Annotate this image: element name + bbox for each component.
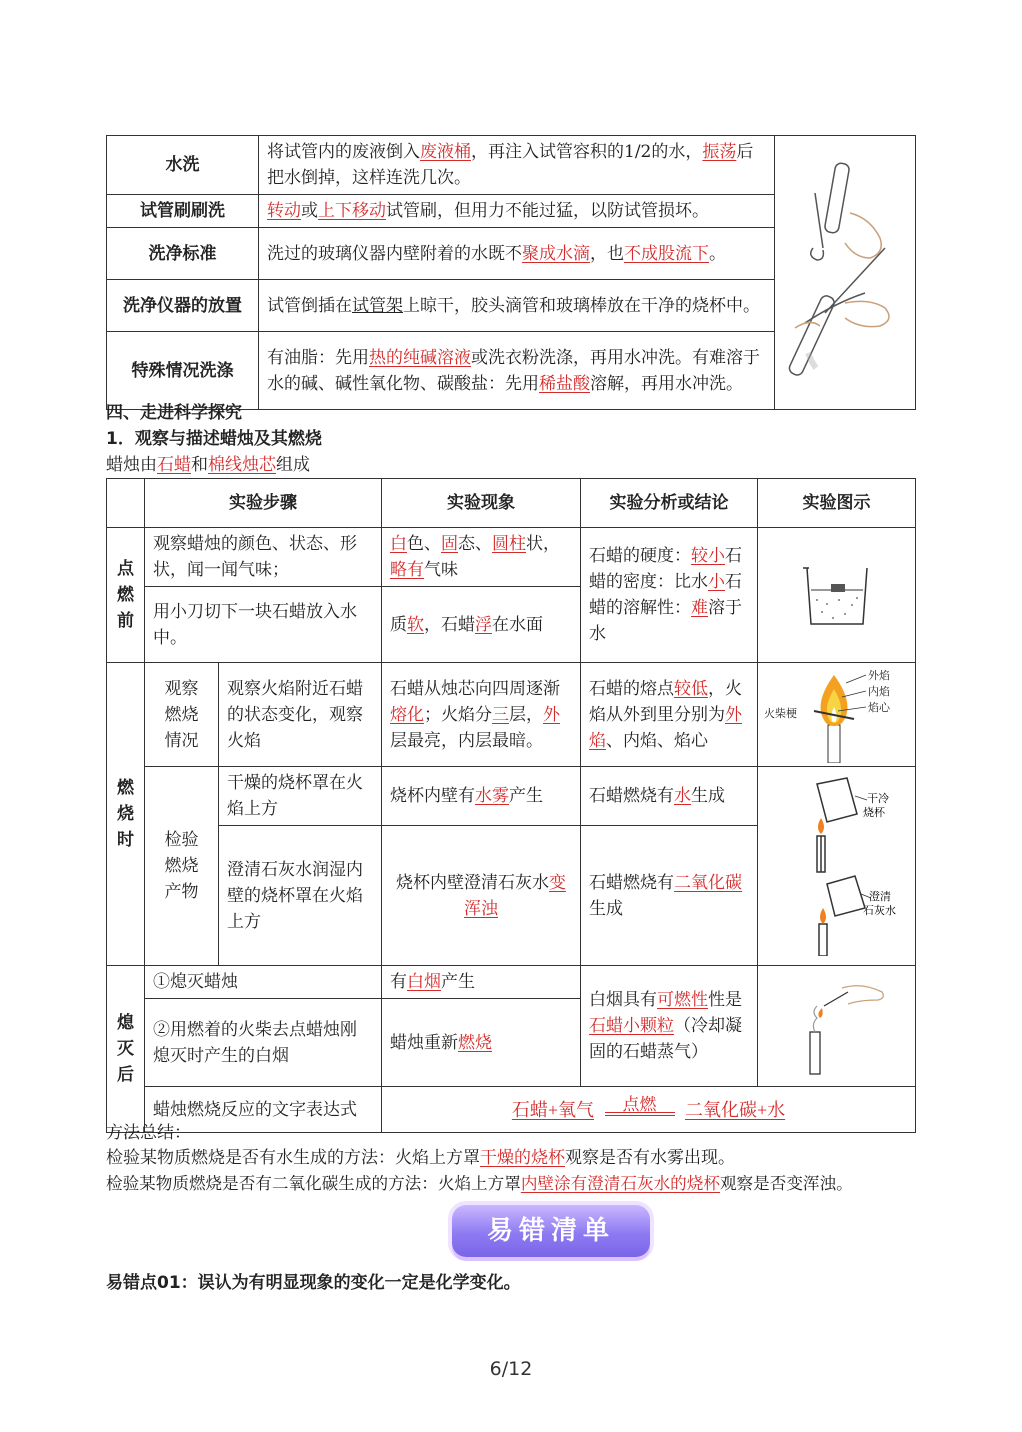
phase-before-label: 点燃前 xyxy=(117,559,134,631)
header-figure: 实验图示 xyxy=(758,479,916,528)
highlight-answer: 外焰 xyxy=(589,704,742,751)
row-content: 洗过的玻璃仪器内壁附着的水既不聚成水滴，也不成股流下。 xyxy=(259,228,775,280)
highlight-answer: 聚成水滴 xyxy=(522,243,590,264)
highlight-answer: 转动 xyxy=(267,201,301,221)
highlight-answer: 略有 xyxy=(390,560,424,580)
highlight-answer: 燃烧 xyxy=(458,1032,492,1053)
highlight-answer: 水雾 xyxy=(475,786,509,806)
test-tube-figure xyxy=(775,136,916,410)
highlight-answer: 上下移动 xyxy=(318,201,386,221)
equation-label: 蜡烛燃烧反应的文字表达式 xyxy=(145,1087,382,1133)
phenomenon-cell: 蜡烛重新燃烧 xyxy=(382,999,581,1087)
summary-line-water: 检验某物质燃烧是否有水生成的方法：火焰上方罩干燥的烧杯观察是否有水雾出现。 xyxy=(106,1148,735,1168)
underlined-term: 试管架 xyxy=(352,295,403,316)
highlight-answer: 热的纯碱溶液 xyxy=(369,347,471,368)
highlight-answer: 废液桶 xyxy=(420,142,471,162)
highlight-answer: 浮 xyxy=(475,614,492,635)
row-label: 水洗 xyxy=(107,136,259,195)
highlight-answer: 振荡 xyxy=(702,142,737,162)
candle-intro: 蜡烛由石蜡和棉线烛芯组成 xyxy=(106,455,310,475)
step-cell: 用小刀切下一块石蜡放入水中。 xyxy=(145,587,382,663)
step-cell: 观察火焰附近石蜡的状态变化，观察火焰 xyxy=(219,663,382,767)
cleaning-table xyxy=(106,135,916,410)
flame-figure xyxy=(758,663,916,767)
relight-figure xyxy=(758,966,916,1087)
label-limewater: 石灰水 xyxy=(862,904,896,917)
row-label: 洗净标准 xyxy=(107,228,259,280)
wax-float-figure xyxy=(758,528,916,663)
highlight-answer: 棉线烛芯 xyxy=(208,455,276,475)
phenomenon-cell: 石蜡从烛芯向四周逐渐熔化；火焰分三层，外层最亮，内层最暗。 xyxy=(382,663,581,767)
step-cell: ①熄灭蜡烛 xyxy=(145,966,382,999)
highlight-answer: 三 xyxy=(492,704,509,725)
header-phenomenon: 实验现象 xyxy=(382,479,581,528)
conclusion-cell: 石蜡的熔点较低，火焰从外到里分别为外焰、内焰、焰心 xyxy=(581,663,758,767)
phase-after-label: 熄灭后 xyxy=(117,1013,134,1085)
highlight-answer: 白 xyxy=(390,534,407,554)
phenomenon-cell: 烧杯内壁澄清石灰水变浑浊 xyxy=(382,826,581,966)
error-list-badge: 易错清单 xyxy=(452,1205,650,1257)
row-content: 试管倒插在试管架上晾干，胶头滴管和玻璃棒放在干净的烧杯中。 xyxy=(259,280,775,332)
step-cell: 干燥的烧杯罩在火焰上方 xyxy=(219,767,382,826)
highlight-answer: 可燃性 xyxy=(657,990,708,1010)
highlight-answer: 不成股流下 xyxy=(624,243,709,264)
conclusion-cell: 石蜡燃烧有水生成 xyxy=(581,767,758,826)
section-heading: 四、走进科学探究 xyxy=(106,403,242,423)
candle-table xyxy=(106,478,916,1133)
label-inner-flame: 内焰 xyxy=(867,684,890,698)
highlight-answer: 石蜡小颗粒 xyxy=(589,1016,674,1036)
header-conclusion: 实验分析或结论 xyxy=(581,479,758,528)
highlight-answer: 稀盐酸 xyxy=(539,373,590,394)
phenomenon-cell: 烧杯内壁有水雾产生 xyxy=(382,767,581,826)
highlight-answer: 较低 xyxy=(674,678,708,699)
subsection-heading: 1．观察与描述蜡烛及其燃烧 xyxy=(106,429,322,449)
row-label: 试管刷刷洗 xyxy=(107,195,259,228)
conclusion-cell: 石蜡的硬度：较小石蜡的密度：比水小石蜡的溶解性：难溶于水 xyxy=(581,528,758,663)
row-label: 特殊情况洗涤 xyxy=(107,332,259,410)
observe-subhead: 观察燃烧情况 xyxy=(164,678,199,751)
row-content: 有油脂：先用热的纯碱溶液或洗衣粉洗涤，再用水冲洗。有难溶于水的碱、碱性氧化物、碳酸盐：先用稀盐酸溶解，再用水冲洗。 xyxy=(259,332,775,410)
highlight-answer: 内壁涂有澄清石灰水的烧杯 xyxy=(520,1174,720,1193)
highlight-answer: 难 xyxy=(691,598,708,618)
phenomenon-cell: 质软，石蜡浮在水面 xyxy=(382,587,581,663)
highlight-answer: 固 xyxy=(441,534,458,554)
label-beaker: 烧杯 xyxy=(862,806,885,819)
phenomenon-cell: 白色、固态、圆柱状，略有气味 xyxy=(382,528,581,587)
label-matchstick: 火柴梗 xyxy=(763,706,797,720)
highlight-answer: 变浑浊 xyxy=(464,872,566,919)
equation-left: 石蜡+氧气 xyxy=(511,1099,594,1120)
page-number: 6/12 xyxy=(489,1358,533,1380)
beaker-test-figure xyxy=(758,767,916,966)
test-subhead: 检验燃烧产物 xyxy=(164,830,199,902)
label-flame-core: 焰心 xyxy=(867,700,890,714)
label-dry-cold: 干冷 xyxy=(866,792,889,805)
error-point-01: 易错点01：误认为有明显现象的变化一定是化学变化。 xyxy=(106,1273,521,1293)
summary-line-co2: 检验某物质燃烧是否有二氧化碳生成的方法：火焰上方罩内壁涂有澄清石灰水的烧杯观察是否变浑浊。 xyxy=(106,1174,853,1193)
highlight-answer: 石蜡 xyxy=(157,455,191,475)
highlight-answer: 二氧化碳 xyxy=(674,872,742,893)
highlight-answer: 外 xyxy=(543,704,560,725)
highlight-answer: 白烟 xyxy=(407,972,441,992)
highlight-answer: 熔化 xyxy=(390,704,424,725)
summary-title: 方法总结： xyxy=(106,1123,191,1143)
highlight-answer: 软 xyxy=(407,614,424,635)
row-label: 洗净仪器的放置 xyxy=(107,280,259,332)
word-equation xyxy=(382,1087,916,1133)
label-clear: 澄清 xyxy=(868,890,891,903)
highlight-answer: 干燥的烧杯 xyxy=(480,1148,565,1168)
highlight-answer: 圆柱 xyxy=(492,534,526,554)
equation-right: 二氧化碳+水 xyxy=(685,1099,786,1120)
row-content: 将试管内的废液倒入废液桶，再注入试管容积的1/2的水，振荡后把水倒掉，这样连洗几次。 xyxy=(259,136,775,195)
highlight-answer: 水 xyxy=(674,786,691,806)
highlight-answer: 小 xyxy=(708,572,725,592)
header-step: 实验步骤 xyxy=(145,479,382,528)
phenomenon-cell: 有白烟产生 xyxy=(382,966,581,999)
row-content: 转动或上下移动试管刷，但用力不能过猛，以防试管损坏。 xyxy=(259,195,775,228)
phase-burning-label: 燃烧时 xyxy=(117,778,134,850)
step-cell: 观察蜡烛的颜色、状态、形状，闻一闻气味； xyxy=(145,528,382,587)
label-outer-flame: 外焰 xyxy=(867,668,890,682)
step-cell: ②用燃着的火柴去点蜡烛刚熄灭时产生的白烟 xyxy=(145,999,382,1087)
conclusion-cell: 石蜡燃烧有二氧化碳生成 xyxy=(581,826,758,966)
highlight-answer: 较小 xyxy=(691,546,725,566)
conclusion-cell: 白烟具有可燃性性是石蜡小颗粒（冷却凝固的石蜡蒸气） xyxy=(581,966,758,1087)
step-cell: 澄清石灰水润湿内壁的烧杯罩在火焰上方 xyxy=(219,826,382,966)
equation-condition: 点燃 xyxy=(622,1094,657,1114)
